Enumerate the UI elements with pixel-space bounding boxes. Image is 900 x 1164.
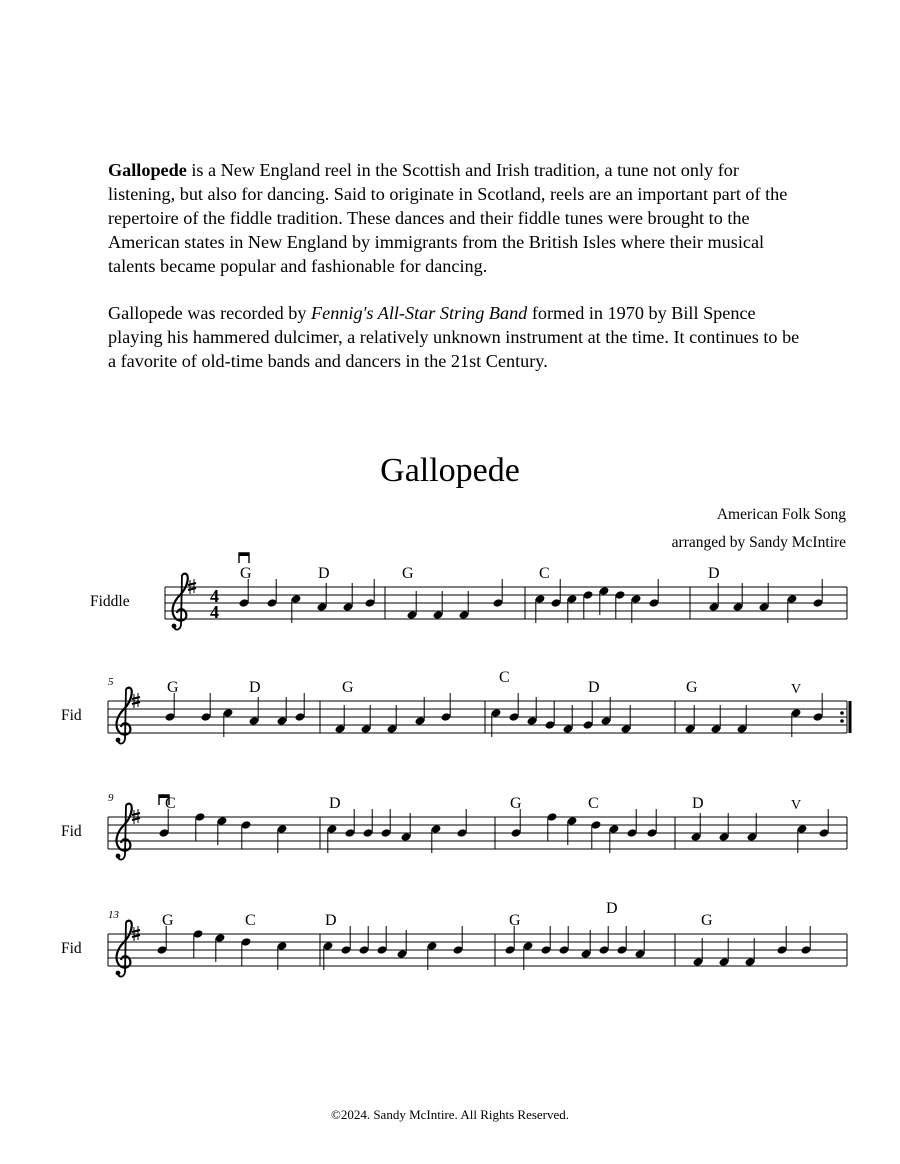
time-signature-bottom: 4 bbox=[210, 602, 219, 622]
down-bow-icon bbox=[239, 553, 249, 563]
chord-symbol: D bbox=[325, 912, 337, 929]
chord-symbol: C bbox=[165, 795, 176, 812]
treble-clef-icon bbox=[116, 804, 132, 860]
composer: American Folk Song bbox=[716, 506, 846, 523]
chord-symbol: G bbox=[167, 679, 179, 696]
measure-number: 5 bbox=[108, 676, 114, 688]
treble-clef-icon bbox=[116, 688, 132, 744]
chord-symbol: G bbox=[162, 912, 174, 929]
intro-tune-name: Gallopede bbox=[108, 160, 187, 180]
treble-clef-icon bbox=[172, 574, 188, 630]
chord-symbol: D bbox=[708, 565, 720, 582]
chord-symbol: G bbox=[686, 679, 698, 696]
score-title: Gallopede bbox=[380, 452, 520, 489]
instrument-label: Fid bbox=[61, 823, 82, 840]
intro-paragraph-1-text: is a New England reel in the Scottish and Irish tradition, a tune not only for listening, but also for dancing. Said to originate in Scotland, reels are an important part of the repertoire of the fiddle tradition. These dances and their fiddle tunes were brought to the American states in New England by immigrants from the British Isles where their musical talents became popular and fashionable for dancing. bbox=[108, 160, 788, 276]
chord-symbol: D bbox=[318, 565, 330, 582]
band-name: Fennig's All-Star String Band bbox=[311, 303, 528, 323]
intro-paragraph-2-start: Gallopede was recorded by bbox=[108, 303, 312, 323]
chord-symbol: G bbox=[701, 912, 713, 929]
time-signature-top: 4 bbox=[210, 586, 219, 606]
copyright: ©2024. Sandy McIntire. All Rights Reserved. bbox=[330, 1107, 570, 1122]
chord-symbol: D bbox=[329, 795, 341, 812]
chord-symbol: G bbox=[342, 679, 354, 696]
chord-symbol: G bbox=[510, 795, 522, 812]
measure-number: 9 bbox=[108, 792, 114, 804]
repeat-dot bbox=[840, 711, 844, 715]
repeat-dot bbox=[840, 719, 844, 723]
measure-number: 13 bbox=[108, 909, 119, 921]
treble-clef-icon bbox=[116, 921, 132, 977]
chord-symbol: D bbox=[692, 795, 704, 812]
chord-symbol: G bbox=[240, 565, 252, 582]
chord-symbol: C bbox=[499, 669, 510, 686]
chord-symbol: C bbox=[588, 795, 599, 812]
instrument-label: Fid bbox=[61, 707, 82, 724]
chord-symbol: D bbox=[249, 679, 261, 696]
up-bow-icon: V bbox=[791, 798, 802, 813]
chord-symbol: G bbox=[509, 912, 521, 929]
up-bow-icon: V bbox=[791, 682, 802, 697]
chord-symbol: C bbox=[539, 565, 550, 582]
chord-symbol: D bbox=[588, 679, 600, 696]
arranger: arranged by Sandy McIntire bbox=[671, 534, 846, 551]
chord-symbol: C bbox=[245, 912, 256, 929]
chord-symbol: D bbox=[606, 900, 618, 917]
instrument-label: Fid bbox=[61, 940, 82, 957]
intro-paragraph-2-text: formed in 1970 by Bill Spence playing his hammered dulcimer, a relatively unknown instrument at the time. It continues to be a favorite of old-time bands and dancers in the 21st Century. bbox=[108, 303, 800, 371]
instrument-label: Fiddle bbox=[90, 593, 130, 610]
chord-symbol: G bbox=[402, 565, 414, 582]
